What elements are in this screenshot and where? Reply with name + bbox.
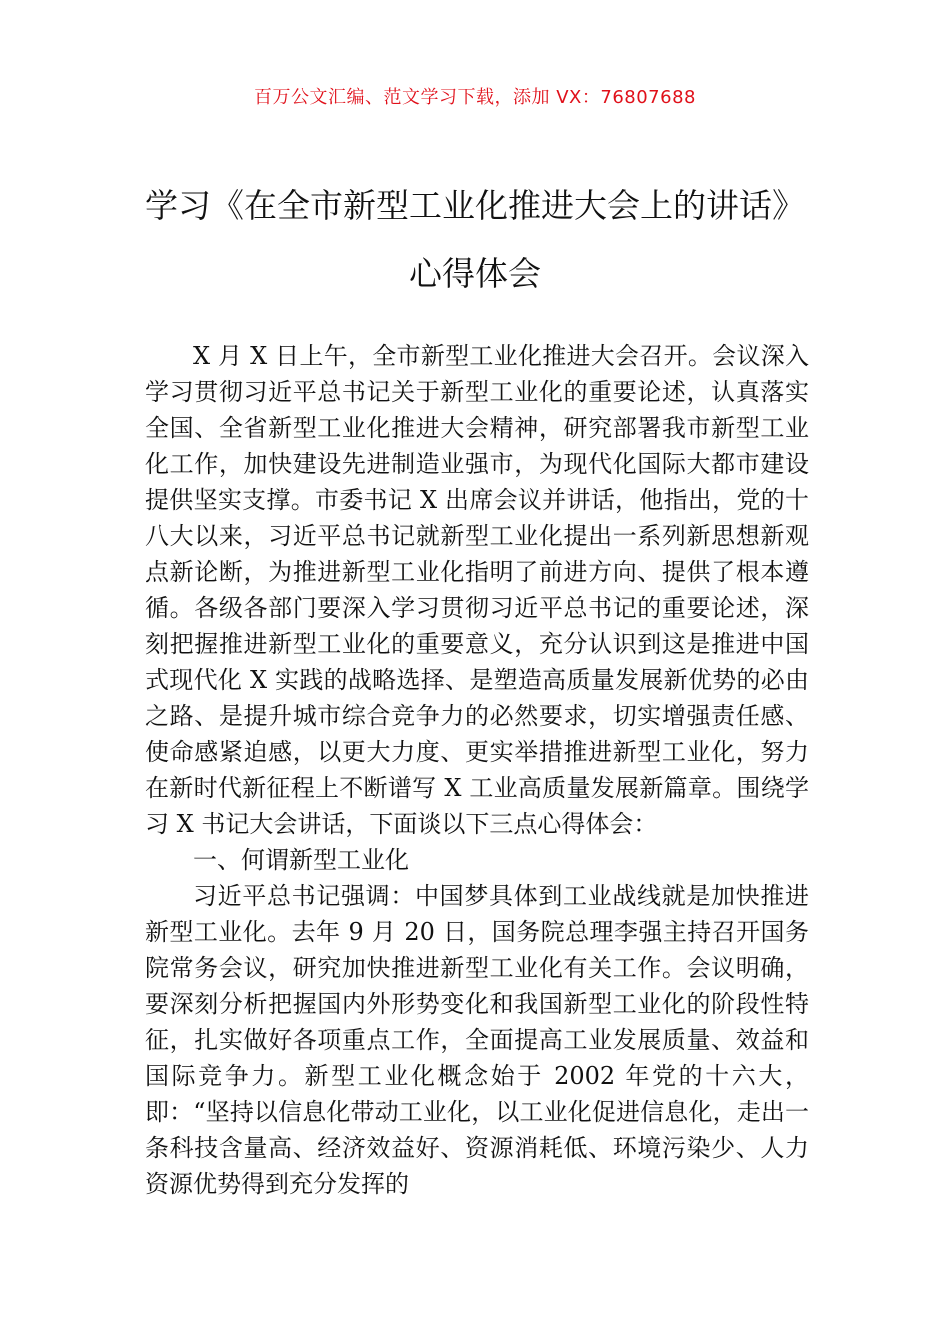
document-body: [145, 338, 809, 1202]
document-title: 学习《在全市新型工业化推进大会上的讲话》心得体会: [145, 186, 805, 293]
header-watermark-note: 百万公文汇编、范文学习下载，添加 VX：76807688: [254, 87, 696, 108]
section-heading-1: 一、何谓新型工业化: [193, 846, 409, 874]
paragraph-intro: X 月 X 日上午，全市新型工业化推进大会召开。会议深入学习贯彻习近平总书记关于新型工业化的重要论述，认真落实全国、全省新型工业化推进大会精神，研究部署我市新型工业化工作，加快建设先进制造业强市，为现代化国际大都市建设提供坚实支撑。市委书记 X 出席会议并讲话，他指出，党的十八大以来，习近平总书记就新型工业化提出一系列新思想新观点新论断，为推进新型工业化指明了前进方向、提供了根本遵循。各级各部门要深入学习贯彻习近平总书记的重要论述，深刻把握推进新型工业化的重要意义，充分认识到这是推进中国式现代化 X 实践的战略选择、是塑造高质量发展新优势的必由之路、是提升城市综合竞争力的必然要求，切实增强责任感、使命感紧迫感，以更大力度、更实举措推进新型工业化，努力在新时代新征程上不断谱写 X 工业高质量发展新篇章。围绕学习 X 书记大会讲话，下面谈以下三点心得体会：: [145, 342, 809, 838]
paragraph-section-1: 习近平总书记强调：中国梦具体到工业战线就是加快推进新型工业化。去年 9 月 20 日，国务院总理李强主持召开国务院常务会议，研究加快推进新型工业化有关工作。会议明确，要深刻分析把握国内外形势变化和我国新型工业化的阶段性特征，扎实做好各项重点工作，全面提高工业发展质量、效益和国际竞争力。新型工业化概念始于 2002 年党的十六大，即：“坚持以信息化带动工业化，以工业化促进信息化，走出一条科技含量高、经济效益好、资源消耗低、环境污染少、人力资源优势得到充分发挥的: [145, 882, 809, 1198]
